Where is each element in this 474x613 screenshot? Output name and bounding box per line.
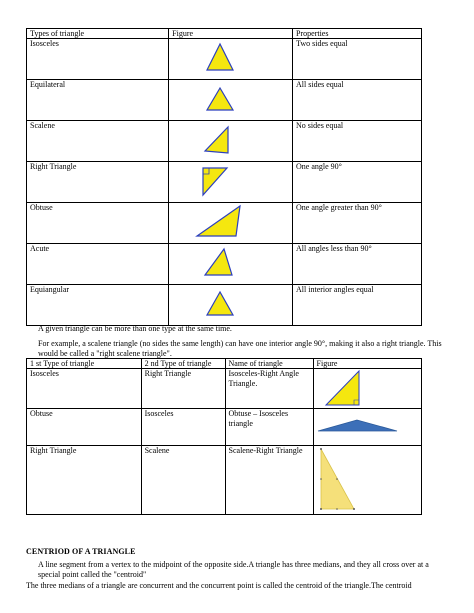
paragraph-median: A line segment from a vertex to the midpoint of the opposite side.A triangle has three medians, and they all cross over at a special point called the "centroid" xyxy=(38,560,429,579)
type-cell: Obtuse xyxy=(27,203,169,244)
paragraph-multiple-types: A given triangle can be more than one type at the same time. xyxy=(38,324,232,333)
property-cell: One angle greater than 90° xyxy=(293,203,422,244)
type-cell: Acute xyxy=(27,244,169,285)
property-cell: No sides equal xyxy=(293,121,422,162)
header-figure: Figure xyxy=(169,29,293,39)
table-row xyxy=(27,39,422,80)
first-type-cell: Obtuse xyxy=(27,409,142,446)
figure-cell xyxy=(169,203,293,244)
figure-cell xyxy=(169,162,293,203)
type-cell: Isosceles xyxy=(27,39,169,80)
equilateral-triangle-figure xyxy=(169,80,284,120)
table-row xyxy=(27,446,422,515)
header-first-type: 1 st Type of triangle xyxy=(27,359,142,369)
table-header-row xyxy=(27,359,422,369)
table-row xyxy=(27,162,422,203)
property-cell: All sides equal xyxy=(293,80,422,121)
figure-cell xyxy=(169,285,293,326)
isosceles-right-triangle-figure xyxy=(314,369,413,408)
property-cell: All angles less than 90° xyxy=(293,244,422,285)
header-figure: Figure xyxy=(313,359,421,369)
table-row xyxy=(27,121,422,162)
name-cell: Obtuse – Isosceles triangle xyxy=(225,409,313,446)
table-row xyxy=(27,244,422,285)
figure-cell xyxy=(313,409,421,446)
scalene-triangle-figure xyxy=(169,121,284,161)
header-properties: Properties xyxy=(293,29,422,39)
header-name: Name of triangle xyxy=(225,359,313,369)
table-header-row xyxy=(27,29,422,39)
isosceles-triangle-figure xyxy=(169,39,284,79)
paragraph-centroid: The three medians of a triangle are concurrent and the concurrent point is called the centroid of the triangle.The centroid xyxy=(26,581,412,590)
type-cell: Equilateral xyxy=(27,80,169,121)
combined-types-table xyxy=(26,358,422,515)
obtuse-triangle-figure xyxy=(169,203,284,243)
header-types: Types of triangle xyxy=(27,29,169,39)
property-cell: All interior angles equal xyxy=(293,285,422,326)
table-row xyxy=(27,80,422,121)
figure-cell xyxy=(313,369,421,409)
property-cell: One angle 90° xyxy=(293,162,422,203)
first-type-cell: Right Triangle xyxy=(27,446,142,515)
property-cell: Two sides equal xyxy=(293,39,422,80)
triangle-types-table xyxy=(26,28,422,326)
header-second-type: 2 nd Type of triangle xyxy=(141,359,225,369)
name-cell: Scalene-Right Triangle xyxy=(225,446,313,515)
name-cell: Isosceles-Right Angle Triangle. xyxy=(225,369,313,409)
section-heading: CENTRIOD OF A TRIANGLE xyxy=(26,547,136,556)
acute-triangle-figure xyxy=(169,244,284,284)
figure-cell xyxy=(169,80,293,121)
second-type-cell: Scalene xyxy=(141,446,225,515)
obtuse-isosceles-triangle-figure xyxy=(314,409,413,445)
figure-cell xyxy=(169,39,293,80)
right-triangle-figure xyxy=(169,162,284,202)
type-cell: Scalene xyxy=(27,121,169,162)
second-type-cell: Isosceles xyxy=(141,409,225,446)
scalene-right-triangle-figure xyxy=(314,446,413,514)
table-row xyxy=(27,409,422,446)
paragraph-example: For example, a scalene triangle (no sides the same length) can have one interior angle 90°, making it also a right triangle. This would be called a "right scalene triangle". xyxy=(38,339,442,358)
table-row xyxy=(27,203,422,244)
first-type-cell: Isosceles xyxy=(27,369,142,409)
table-row xyxy=(27,369,422,409)
equiangular-triangle-figure xyxy=(169,285,284,325)
second-type-cell: Right Triangle xyxy=(141,369,225,409)
type-cell: Right Triangle xyxy=(27,162,169,203)
table-row xyxy=(27,285,422,326)
figure-cell xyxy=(169,121,293,162)
figure-cell xyxy=(313,446,421,515)
type-cell: Equiangular xyxy=(27,285,169,326)
figure-cell xyxy=(169,244,293,285)
